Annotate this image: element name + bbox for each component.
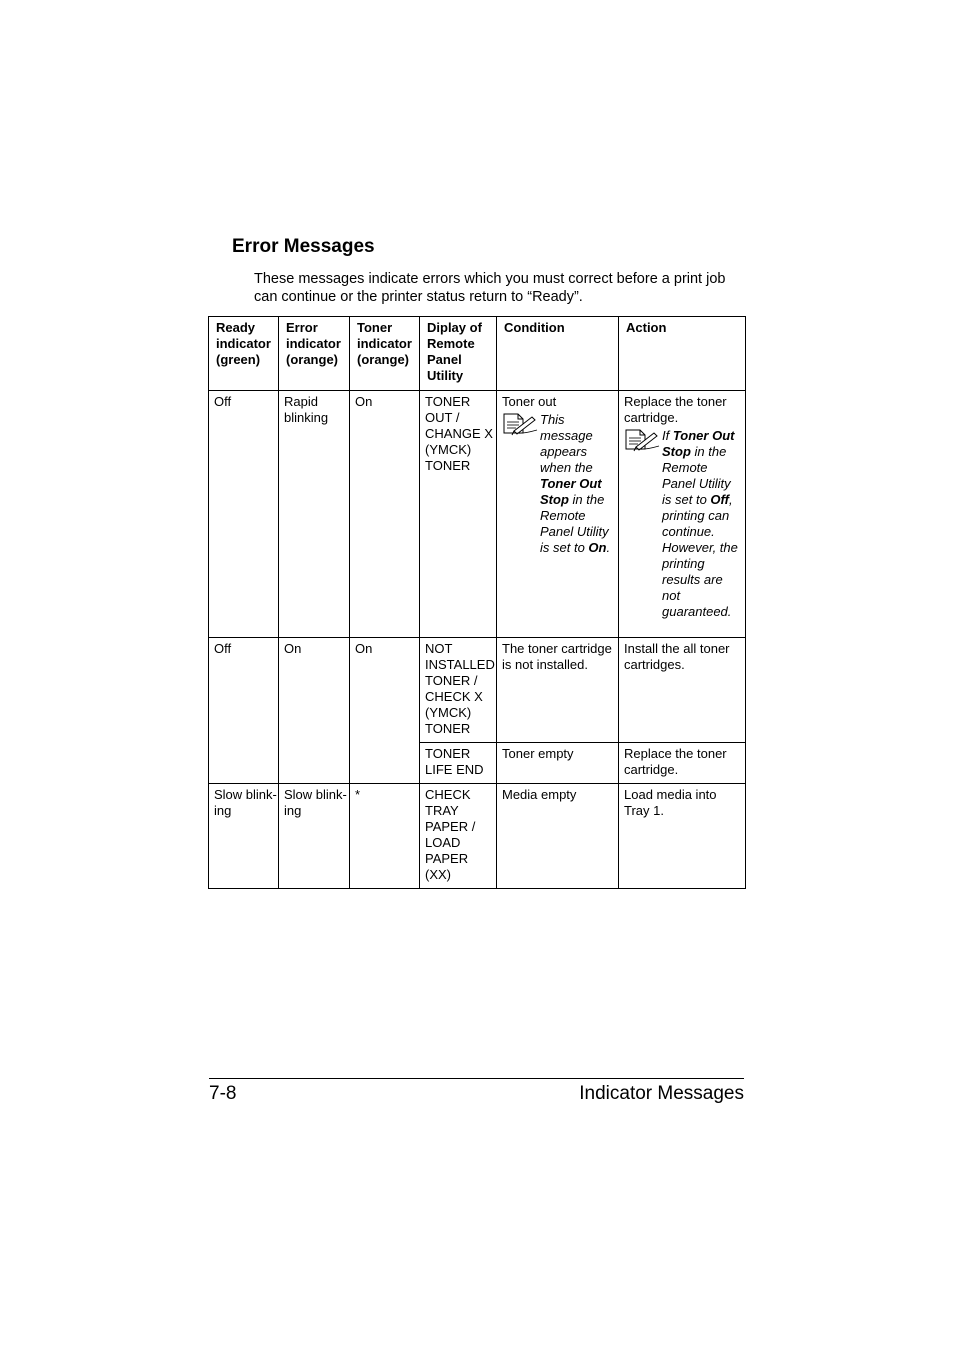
cell-ready: Off <box>209 638 279 784</box>
condition-note-text: This message appears when the Toner Out Stop in the Remote Panel Utility is set to On. <box>540 412 611 555</box>
cell-line: indicator <box>216 336 271 351</box>
cell-line: PAPER <box>425 851 469 866</box>
cell-line: Action <box>626 320 667 335</box>
table-row <box>209 638 746 743</box>
cell-line: (YMCK) <box>425 442 472 457</box>
table-row <box>209 391 746 638</box>
action-note-text: If Toner Out Stop in the Remote Panel Utility is set to Off, printing can continue. However, the printing results are not guaranteed. <box>662 428 738 619</box>
note-pencil-icon <box>502 412 540 436</box>
footer-rule <box>209 1078 744 1079</box>
cell-action: Install the all toner cartridges. <box>619 638 746 743</box>
cell-line: TONER <box>425 746 471 761</box>
cell-line: LOAD <box>425 835 461 850</box>
cell-line: Utility <box>427 368 464 383</box>
cell-error <box>279 784 350 889</box>
cell-line: Panel <box>427 352 462 367</box>
cell-line: CHECK <box>425 787 471 802</box>
header-toner-indicator <box>350 317 420 391</box>
cell-toner: On <box>350 638 420 784</box>
cell-line: indicator <box>286 336 341 351</box>
cell-line: (YMCK) <box>425 705 472 720</box>
cell-line: TONER <box>425 394 471 409</box>
cell-action: Load media into Tray 1. <box>619 784 746 889</box>
intro-paragraph: These messages indicate errors which you must correct before a print job can continue or the printer status return to “Ready”. <box>254 271 726 305</box>
cell-line: LIFE END <box>425 762 484 777</box>
cell-toner: * <box>350 784 420 889</box>
header-action <box>619 317 746 391</box>
cell-line: PAPER / <box>425 819 476 834</box>
condition-text: Toner out <box>502 394 557 409</box>
cell-toner: On <box>350 391 420 638</box>
cell-line: Error <box>286 320 318 335</box>
footer-section-title: Indicator Messages <box>579 1083 744 1104</box>
action-text: Replace the toner cartridge. <box>624 394 727 425</box>
cell-line: TONER / <box>425 673 478 688</box>
cell-line: TRAY <box>425 803 459 818</box>
cell-line: INSTALLED <box>425 657 495 672</box>
cell-condition <box>497 391 619 638</box>
cell-line: Slow blink- <box>284 787 347 802</box>
cell-line: indicator <box>357 336 412 351</box>
cell-condition: Media empty <box>497 784 619 889</box>
cell-line: ing <box>284 803 302 818</box>
header-ready-indicator <box>209 317 279 391</box>
cell-ready <box>209 784 279 889</box>
header-error-indicator <box>279 317 350 391</box>
action-note <box>624 428 740 620</box>
cell-line: CHANGE X <box>425 426 493 441</box>
table-row <box>209 784 746 889</box>
page-number: 7-8 <box>209 1083 237 1104</box>
cell-ready: Off <box>209 391 279 638</box>
cell-condition: Toner empty <box>497 743 619 784</box>
cell-display <box>420 743 497 784</box>
cell-action <box>619 391 746 638</box>
cell-line: (XX) <box>425 867 451 882</box>
cell-line: Diplay of <box>427 320 482 335</box>
cell-line: NOT <box>425 641 453 656</box>
cell-line: CHECK X <box>425 689 483 704</box>
cell-line: Toner <box>357 320 393 335</box>
cell-line: ing <box>214 803 232 818</box>
cell-error: On <box>279 638 350 784</box>
cell-line: (orange) <box>286 352 338 367</box>
note-pencil-icon <box>624 428 662 452</box>
cell-line: (orange) <box>357 352 409 367</box>
condition-note <box>502 412 613 556</box>
header-display <box>420 317 497 391</box>
cell-line: (green) <box>216 352 261 367</box>
cell-line: OUT / <box>425 410 460 425</box>
cell-line: TONER <box>425 721 471 736</box>
cell-condition: The toner cartridge is not installed. <box>497 638 619 743</box>
error-messages-table <box>208 316 746 889</box>
cell-line: blinking <box>284 410 329 425</box>
cell-display <box>420 391 497 638</box>
cell-display <box>420 638 497 743</box>
cell-action: Replace the toner cartridge. <box>619 743 746 784</box>
cell-display <box>420 784 497 889</box>
header-condition <box>497 317 619 391</box>
section-heading: Error Messages <box>232 236 375 257</box>
cell-error <box>279 391 350 638</box>
cell-line: Ready <box>216 320 256 335</box>
cell-line: TONER <box>425 458 471 473</box>
cell-line: Condition <box>504 320 565 335</box>
cell-line: Slow blink- <box>214 787 277 802</box>
table-header-row <box>209 317 746 391</box>
cell-line: Remote <box>427 336 475 351</box>
cell-line: Rapid <box>284 394 318 409</box>
